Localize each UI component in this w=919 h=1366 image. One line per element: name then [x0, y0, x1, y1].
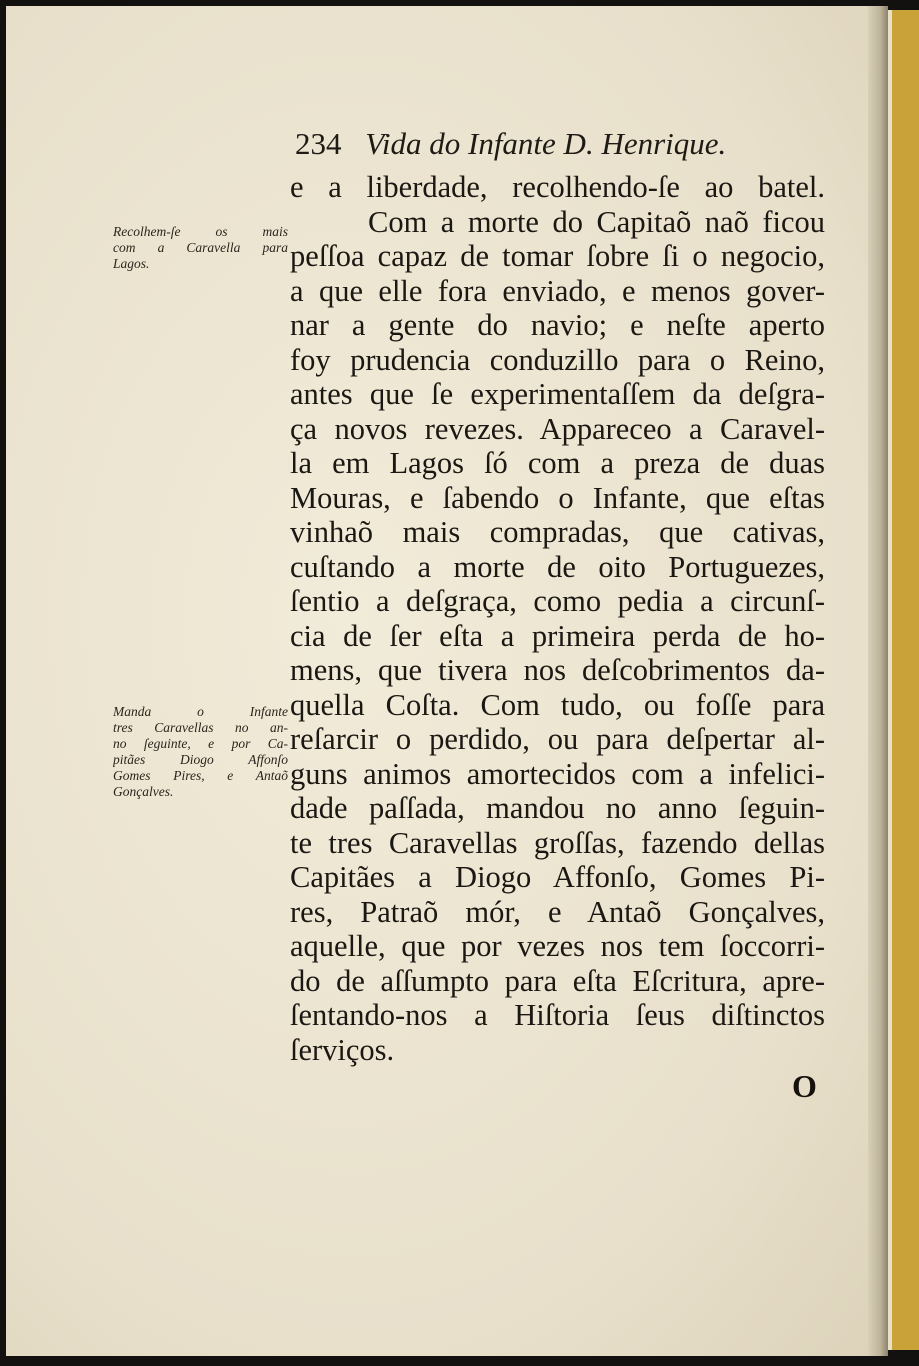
body-text	[290, 170, 825, 1067]
marginal-note-line: Lagos.	[113, 256, 150, 271]
text-line: ſentando-nos a Hiſtoria ſeus diſtinctos	[290, 998, 825, 1032]
running-title: Vida do Infante D. Henrique.	[365, 126, 727, 161]
text-line: cia de ſer eſta a primeira perda de ho-	[290, 618, 825, 653]
marginal-note-line: Manda o Infante	[113, 704, 288, 719]
text-line: foy prudencia conduzillo para o Reino,	[290, 342, 825, 377]
text-line: e a liberdade, recolhendo-ſe ao batel.	[290, 170, 825, 204]
catchword: O	[792, 1068, 817, 1104]
page-number: 234	[295, 126, 342, 161]
text-line: cuſtando a morte de oito Portuguezes,	[290, 549, 825, 584]
page-gutter-edge	[868, 6, 888, 1356]
text-line: mens, que tivera nos deſcobrimentos da-	[290, 653, 825, 687]
text-line: a que elle fora enviado, e menos gover-	[290, 273, 825, 308]
running-header	[295, 126, 815, 166]
marginal-note-line: tres Caravellas no an-	[113, 720, 288, 735]
text-line: guns animos amortecidos com a infelici-	[290, 756, 825, 791]
marginal-note	[113, 224, 288, 272]
text-line: te tres Caravellas groſſas, fazendo dellas	[290, 825, 825, 860]
text-line: nar a gente do navio; e neſte aperto	[290, 308, 825, 342]
marginal-note	[113, 704, 288, 800]
text-line: quella Coſta. Com tudo, ou foſſe para	[290, 687, 825, 722]
text-line: do de aſſumpto para eſta Eſcritura, apre-	[290, 963, 825, 998]
text-line: aquelle, que por vezes nos tem ſoccorri-	[290, 929, 825, 963]
marginal-note-line: no ſeguinte, e por Ca-	[113, 736, 288, 751]
text-line: res, Patraõ mór, e Antaõ Gonçalves,	[290, 894, 825, 929]
adjacent-page-edge	[888, 10, 919, 1350]
text-line: la em Lagos ſó com a preza de duas	[290, 446, 825, 480]
text-line: antes que ſe experimentaſſem da deſgra-	[290, 377, 825, 411]
text-line: dade paſſada, mandou no anno ſeguin-	[290, 791, 825, 825]
text-line: peſſoa capaz de tomar ſobre ſi o negocio,	[290, 239, 825, 273]
marginal-note-line: Gonçalves.	[113, 784, 174, 799]
text-line: ſentio a deſgraça, como pedia a circunſ-	[290, 584, 825, 618]
text-line: ſerviços.	[290, 1032, 395, 1067]
text-line: Capitães a Diogo Affonſo, Gomes Pi-	[290, 860, 825, 894]
marginal-note-line: pitães Diogo Affonſo	[113, 752, 288, 767]
marginal-note-line: Gomes Pires, e Antaõ	[113, 768, 288, 783]
text-line: reſarcir o perdido, ou para deſpertar al-	[290, 722, 825, 756]
text-line: vinhaõ mais compradas, que cativas,	[290, 515, 825, 549]
marginal-note-line: Recolhem-ſe os mais	[113, 224, 288, 239]
text-line: Mouras, e ſabendo o Infante, que eſtas	[290, 480, 825, 515]
marginal-note-line: com a Caravella para	[113, 240, 288, 255]
text-line: Com a morte do Capitaõ naõ ficou	[368, 204, 825, 239]
text-line: ça novos revezes. Appareceo a Caravel-	[290, 411, 825, 446]
